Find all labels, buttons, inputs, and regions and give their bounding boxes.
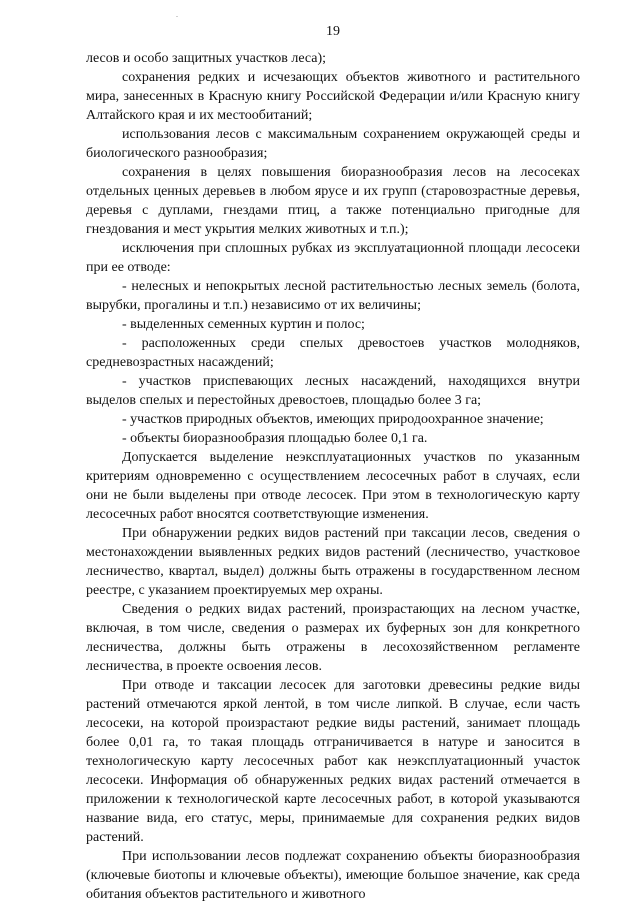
- paragraph-15: При использовании лесов подлежат сохранению объекты биоразнообразия (ключевые биотопы и ключевые объекты), имеющие большое значение, как среда обитания объектов растительного и животного: [86, 849, 580, 902]
- paragraph-13: Сведения о редких видах растений, произрастающих на лесном участке, включая, в том числе, сведения о размерах их буферных зон для конкретного лесничества, должны быть отражены в лесохозяйственном регламенте лесничества, в проекте освоения лесов.: [86, 602, 580, 674]
- paragraph-0: лесов и особо защитных участков леса);: [86, 51, 327, 66]
- list-item-9: - участков природных объектов, имеющих природоохранное значение;: [122, 412, 544, 427]
- paragraph-12: При обнаружении редких видов растений при таксации лесов, сведения о местонахождении выявленных редких видов растений (лесничество, участковое лесничество, квартал, выдел) должны быть отражены в государственном лесном реестре, с указанием проектируемых мер охраны.: [86, 526, 580, 598]
- paragraph-14: При отводе и таксации лесосек для заготовки древесины редкие виды растений отмечаются яркой лентой, в том числе липкой. В случае, если часть лесосеки, на которой произрастают редкие виды растений, занимает площадь более 0,01 га, то такая площадь отграничивается в натуре и заносится в технологическую карту лесосечных работ как неэксплуатационный участок лесосеки. Информация об обнаруженных редких видах растений отмечается в приложении к технологической карте лесосечных работ, в которой указываются название вида, его статус, меры, принимаемые для сохранения редких видов растений.: [86, 678, 580, 845]
- paragraph-11: Допускается выделение неэксплуатационных участков по указанным критериям одновременно с осуществлением лесосечных работ в случаях, если они не были выделены при отводе лесосек. При этом в технологическую карту лесосечных работ вносятся соответствующие изменения.: [86, 450, 580, 522]
- paragraph-1: сохранения редких и исчезающих объектов животного и растительного мира, занесенных в Красную книгу Российской Федерации и/или Красную книгу Алтайского края и их местообитаний;: [86, 70, 580, 123]
- scan-mark: [176, 16, 178, 17]
- list-item-7: - расположенных среди спелых древостоев участков молодняков, средневозрастных насаждений;: [86, 336, 580, 370]
- paragraph-4: исключения при сплошных рубках из эксплуатационной площади лесосеки при ее отводе:: [86, 241, 580, 275]
- document-page: [86, 22, 580, 904]
- list-item-10: - объекты биоразнообразия площадью более 0,1 га.: [122, 431, 428, 446]
- list-item-8: - участков приспевающих лесных насаждений, находящихся внутри выделов спелых и перестойных древостоев, площадью более 3 га;: [86, 374, 580, 408]
- paragraph-2: использования лесов с максимальным сохранением окружающей среды и биологического разнообразия;: [86, 127, 580, 161]
- list-item-6: - выделенных семенных куртин и полос;: [122, 317, 365, 332]
- page-number: 19: [326, 24, 340, 39]
- document-body: [86, 49, 580, 904]
- list-item-5: - нелесных и непокрытых лесной растительностью лесных земель (болота, вырубки, прогалины и т.п.) независимо от их величины;: [86, 279, 580, 313]
- paragraph-3: сохранения в целях повышения биоразнообразия лесов на лесосеках отдельных ценных деревьев в любом ярусе и их групп (старовозрастные деревья, деревья с дуплами, гнездами птиц, а также потенциально пригодные для гнездования и мест укрытия мелких животных и т.п.);: [86, 165, 580, 237]
